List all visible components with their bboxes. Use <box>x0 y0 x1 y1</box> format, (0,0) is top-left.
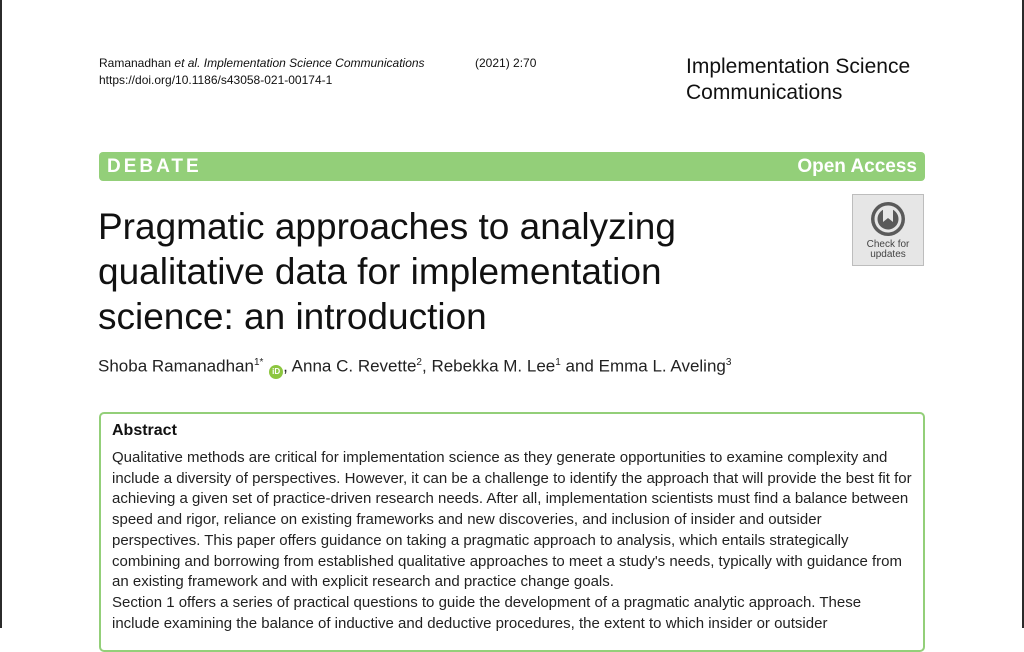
article-title <box>98 204 818 339</box>
check-for-updates-button[interactable] <box>852 194 924 266</box>
citation-doi-link[interactable]: https://doi.org/10.1186/s43058-021-00174-1 <box>99 73 333 87</box>
author-separator: , <box>421 356 432 376</box>
author-affiliation: 1 <box>555 357 561 368</box>
abstract-paragraph: Section 1 offers a series of practical questions to guide the development of a pragmatic analytic approach. These include examining the balance of inductive and deductive procedures, the extent to which insider or outsider <box>112 593 862 632</box>
orcid-icon[interactable]: iD <box>269 365 283 379</box>
journal-name-line1: Implementation Science <box>686 55 911 78</box>
abstract-heading: Abstract <box>112 422 177 439</box>
author-list <box>98 352 731 379</box>
author-separator: and <box>560 356 599 376</box>
citation-year-volume: (2021) 2:70 <box>475 56 537 70</box>
viewer-left-border <box>0 0 2 628</box>
check-for-updates-label: Check for updates <box>866 239 910 260</box>
citation-journal: Implementation Science Communications <box>203 56 425 70</box>
title-line: Pragmatic approaches to analyzing <box>98 206 676 247</box>
check-for-updates-icon <box>869 200 907 238</box>
article-type-label: DEBATE <box>107 155 202 177</box>
author-affiliation: 2 <box>416 357 422 368</box>
citation-line <box>99 55 425 72</box>
open-access-label: Open Access <box>797 155 917 177</box>
title-line: qualitative data for implementation <box>98 251 662 292</box>
author-name[interactable]: Rebekka M. Lee <box>431 356 556 376</box>
author-name[interactable]: Emma L. Aveling <box>598 356 726 376</box>
author-name[interactable]: Anna C. Revette <box>291 356 417 376</box>
author-affiliation: 1* <box>253 357 264 368</box>
citation-etal: et al. <box>174 56 201 70</box>
citation-header <box>99 55 537 89</box>
title-line: science: an introduction <box>98 296 487 337</box>
journal-name <box>686 54 910 106</box>
citation-authors: Ramanadhan <box>99 56 172 70</box>
abstract-paragraph: Qualitative methods are critical for implementation science as they generate opportunities to examine complexity and include a diversity of perspectives. However, it can be a challenge to identify the approach that will provide the best fit for achieving a given set of practice-driven research needs. After all, implementation scientists must find a balance between speed and rigor, reliance on existing frameworks and new discoveries, and inclusion of insider and outsider perspectives. This paper offers guidance on taking a pragmatic approach to analysis, which entails strategically combining and borrowing from established qualitative approaches to meet a study's needs, typically with guidance from an existing framework and with explicit research and practice change goals. <box>112 449 912 591</box>
author-separator: , <box>283 356 292 376</box>
journal-name-line2: Communications <box>686 81 843 104</box>
author-affiliation: 3 <box>725 357 732 368</box>
abstract-section <box>99 412 925 652</box>
author-name[interactable]: Shoba Ramanadhan <box>98 356 254 376</box>
article-type-banner <box>99 152 925 181</box>
